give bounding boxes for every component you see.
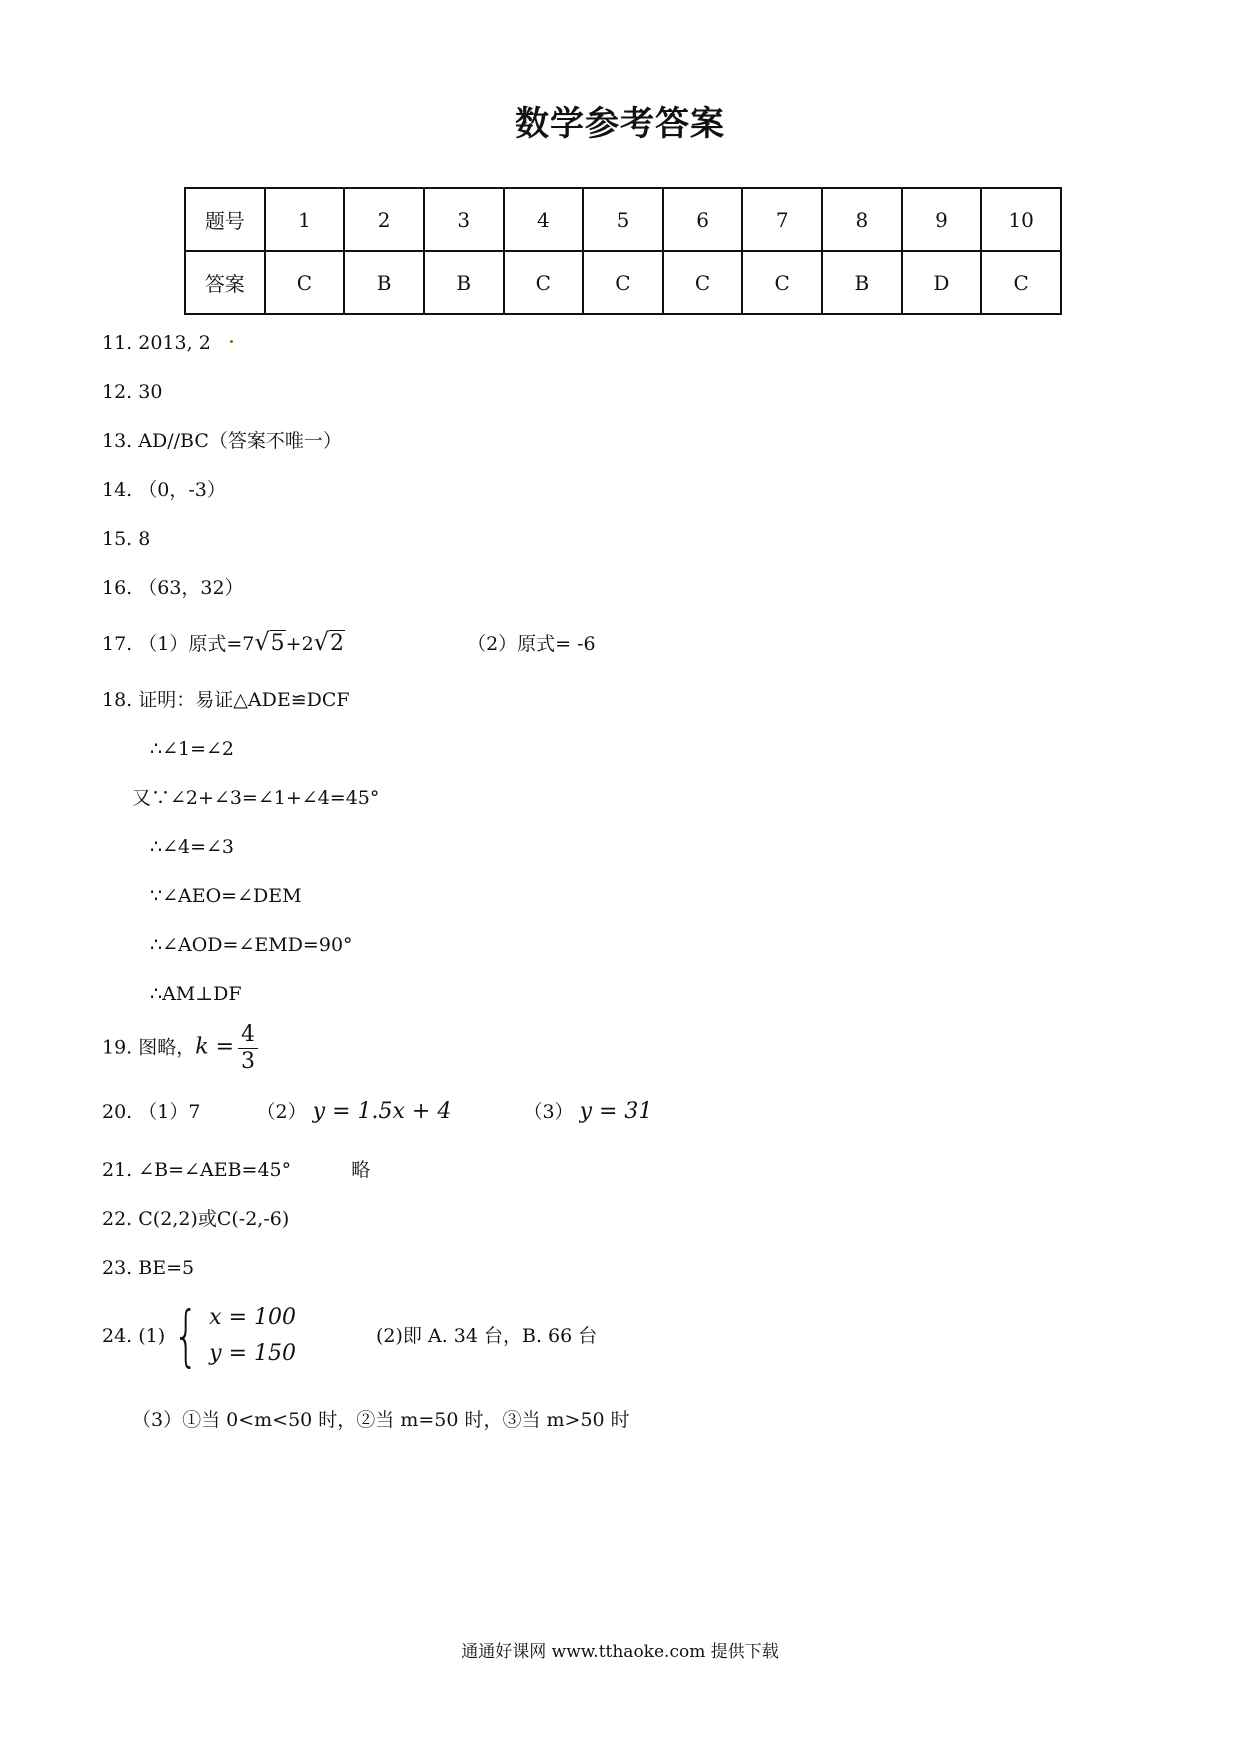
answer-13: 13. AD//BC（答案不唯一） (102, 430, 342, 452)
answer-18-line3: 又∵∠2+∠3=∠1+∠4=45° (132, 787, 380, 809)
answer-18-line5: ∵∠AEO=∠DEM (150, 885, 302, 907)
table-cell: 6 (663, 188, 743, 251)
answer-18-line6: ∴∠AOD=∠EMD=90° (150, 934, 353, 956)
answer-24 (102, 1297, 598, 1374)
table-cell: 9 (902, 188, 982, 251)
answer-17 (102, 630, 596, 656)
stray-dot (230, 340, 233, 343)
table-cell: C (663, 251, 743, 314)
table-cell: B (344, 251, 424, 314)
answer-20-part2-label: （2） (256, 1101, 307, 1123)
answer-20-part1: 20. （1）7 (102, 1101, 201, 1123)
answer-19 (102, 1022, 258, 1075)
answer-22: 22. C(2,2)或C(-2,-6) (102, 1208, 290, 1230)
table-cell: 1 (265, 188, 345, 251)
table-cell: 7 (742, 188, 822, 251)
table-cell: 3 (424, 188, 504, 251)
table-cell: C (504, 251, 584, 314)
answer-24-part2: (2)即 A. 34 台，B. 66 台 (376, 1325, 598, 1347)
answer-24-part3: （3）①当 0<m<50 时，②当 m=50 时，③当 m>50 时 (132, 1409, 630, 1431)
table-cell: B (424, 251, 504, 314)
answer-23: 23. BE=5 (102, 1257, 195, 1279)
footer-credit: 通通好课网 www.tthaoke.com 提供下载 (461, 1642, 779, 1662)
table-cell: 10 (981, 188, 1061, 251)
fraction: $\frac{4}{3}$ (238, 1022, 258, 1075)
page-title: 数学参考答案 (515, 104, 725, 144)
table-cell: 5 (583, 188, 663, 251)
answer-16: 16. （63，32） (102, 577, 244, 599)
answer-20 (102, 1100, 652, 1124)
answer-11: 11. 2013, 2 (102, 332, 211, 354)
brace-icon: { (173, 1297, 199, 1374)
sqrt-5: √5 (254, 628, 285, 656)
answer-18-line1: 18. 证明：易证△ADE≌DCF (102, 689, 350, 711)
answer-21-note: 略 (351, 1159, 371, 1181)
table-cell: C (742, 251, 822, 314)
table-cell: C (265, 251, 345, 314)
table-cell: C (583, 251, 663, 314)
answer-table (184, 187, 1062, 315)
table-cell: C (981, 251, 1061, 314)
table-row-answers (185, 251, 1061, 314)
row-header-answer: 答案 (185, 251, 265, 314)
table-row-numbers (185, 188, 1061, 251)
answer-20-equation2: y = 1.5x + 4 (312, 1099, 452, 1124)
row-header-number: 题号 (185, 188, 265, 251)
answer-18-line2: ∴∠1=∠2 (150, 738, 235, 760)
answer-20-equation3: y = 31 (579, 1099, 653, 1124)
answer-17-mid: +2 (285, 633, 314, 655)
equation-system: { x = 100 y = 150 (173, 1297, 297, 1374)
answer-19-prefix: 19. 图略， (102, 1036, 196, 1059)
answer-15: 15. 8 (102, 528, 151, 550)
table-cell: B (822, 251, 902, 314)
answer-14: 14. （0，-3） (102, 479, 226, 501)
answer-17-part2: （2）原式= -6 (467, 633, 596, 655)
answer-18-line4: ∴∠4=∠3 (150, 836, 235, 858)
answer-24-prefix: 24. (1) (102, 1325, 166, 1347)
table-cell: 8 (822, 188, 902, 251)
table-cell: 2 (344, 188, 424, 251)
answer-21-text: 21. ∠B=∠AEB=45° (102, 1159, 292, 1181)
table-cell: 4 (504, 188, 584, 251)
answer-17-prefix: 17. （1）原式=7 (102, 633, 255, 655)
table-cell: D (902, 251, 982, 314)
sqrt-2: √2 (313, 628, 344, 656)
answer-19-var: k = (195, 1034, 235, 1060)
answer-20-part3-label: （3） (523, 1101, 574, 1123)
answer-18-line7: ∴AM⊥DF (150, 983, 242, 1005)
answer-21 (102, 1158, 370, 1182)
answer-12: 12. 30 (102, 381, 163, 403)
